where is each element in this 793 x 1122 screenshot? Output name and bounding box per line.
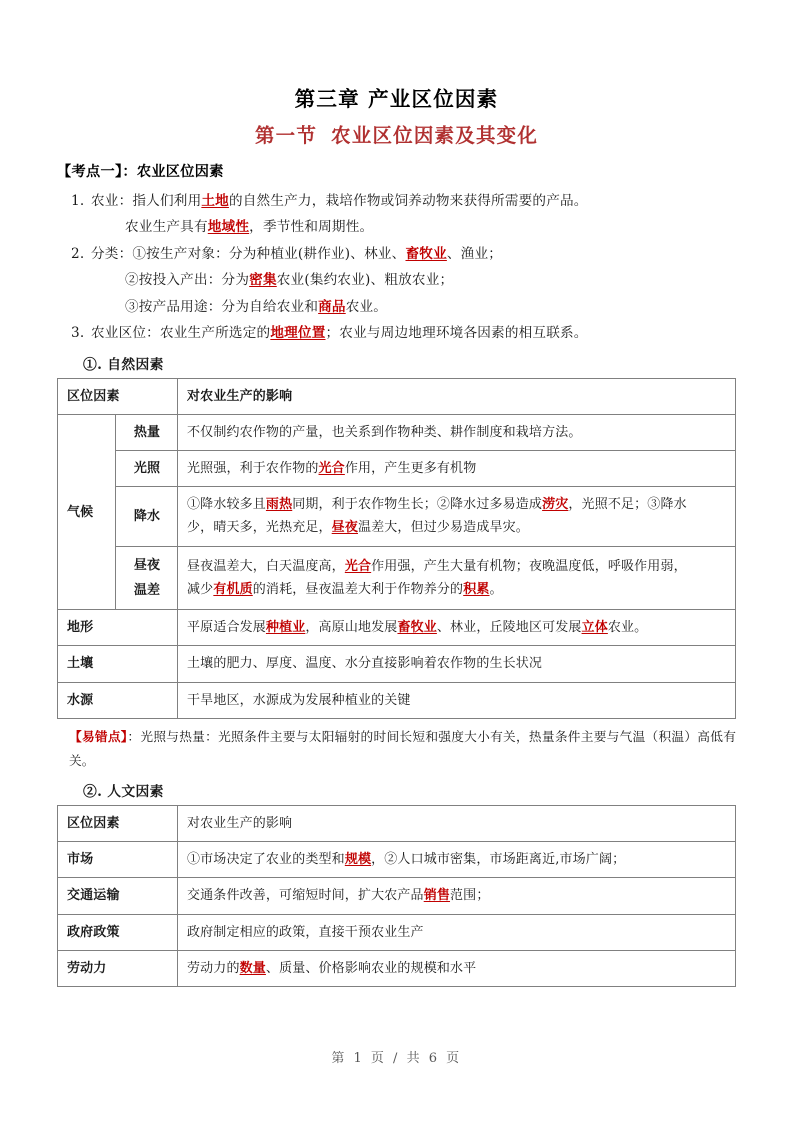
text-run: 光照强，利于农作物的 (187, 461, 319, 477)
point-index: 2. (71, 245, 85, 262)
row-value (178, 878, 736, 914)
point-subline (57, 294, 736, 321)
row-key: 土壤 (58, 646, 178, 682)
text-run: ，季节性和周期性。 (249, 219, 374, 236)
text-run: 交通条件改善，可缩短时间，扩大农产品 (187, 888, 424, 904)
text-run: 昼夜温差大，白天温度高， (187, 558, 345, 574)
table-row (58, 914, 736, 950)
row-subheader: 热量 (116, 415, 178, 451)
table-row (58, 878, 736, 914)
text-run: 土壤的肥力、厚度、温度、水分直接影响着农作物的生长状况 (187, 656, 543, 672)
value-line (187, 616, 727, 639)
table-row (58, 451, 736, 487)
natural-factors-table (57, 378, 736, 719)
text-run: 。 (489, 581, 503, 597)
text-run: 劳动力的 (187, 960, 240, 976)
numbered-point (57, 241, 736, 268)
row-value (178, 451, 736, 487)
column-header-influence: 对农业生产的影响 (178, 378, 736, 414)
point-lead: 农业： (91, 192, 133, 209)
row-key: 水源 (58, 682, 178, 718)
section-number: 第一节 (254, 123, 318, 147)
section-title (57, 123, 736, 149)
row-subheader: 降水 (116, 487, 178, 546)
value-line (187, 957, 727, 980)
table-row (58, 950, 736, 986)
text-run: 少，晴天多，光热充足， (187, 520, 332, 536)
text-run: 、林业，丘陵地区可发展 (436, 620, 582, 636)
row-value (178, 682, 736, 718)
point-index: 3. (71, 325, 85, 342)
highlighted-term: 销售 (423, 888, 451, 904)
kaodian-heading: 【考点一】：农业区位因素 (57, 163, 224, 180)
highlighted-term: 密集 (249, 272, 277, 289)
highlighted-term: 光合 (318, 461, 345, 477)
highlighted-term: 商品 (318, 298, 346, 315)
point-subline (57, 214, 736, 241)
highlighted-term: 规模 (344, 852, 372, 868)
row-group-climate: 气候 (58, 415, 116, 610)
text-run: 、质量、价格影响农业的规模和水平 (265, 960, 477, 976)
row-value (178, 646, 736, 682)
value-line (187, 493, 727, 516)
highlighted-term: 地理位置 (270, 325, 326, 342)
text-run: 政府制定相应的政策，直接干预农业生产 (187, 924, 424, 940)
table-row (58, 682, 736, 718)
text-run: ①市场决定了农业的类型和 (187, 852, 345, 868)
table-row (58, 415, 736, 451)
text-run: 减少 (187, 581, 214, 597)
column-header-influence: 对农业生产的影响 (178, 806, 736, 842)
value-line (187, 921, 727, 944)
highlighted-term: 数量 (239, 960, 266, 976)
numbered-points-list (57, 188, 736, 347)
text-run: 、渔业； (446, 245, 503, 262)
row-subheader (116, 546, 178, 610)
text-run: 农业。 (607, 620, 648, 636)
row-value (178, 610, 736, 646)
text-run: 的自然生产力，栽培作物或饲养动物来获得所需要的产品。 (228, 192, 588, 209)
numbered-point (57, 188, 736, 215)
natural-factors-label: ①. 自然因素 (83, 356, 164, 373)
row-subheader-line: 温差 (133, 582, 161, 598)
row-key: 交通运输 (58, 878, 178, 914)
text-run: 同期，利于农作物生长；②降水过多易造成 (292, 497, 543, 513)
table-row (58, 610, 736, 646)
value-line (187, 516, 727, 539)
text-run: 干旱地区，水源成为发展种植业的关键 (187, 692, 411, 708)
table-header-row (58, 806, 736, 842)
value-line (187, 421, 727, 444)
text-run: ，高原山地发展 (305, 620, 398, 636)
text-run: ，②人口城市密集，市场距离近,市场广阔； (371, 852, 626, 868)
highlighted-term: 畜牧业 (397, 620, 437, 636)
text-run: 不仅制约农作物的产量，也关系到作物种类、耕作制度和栽培方法。 (187, 425, 582, 441)
row-value (178, 914, 736, 950)
text-run: 作用，产生更多有机物 (344, 461, 477, 477)
value-line (187, 652, 727, 675)
highlighted-term: 立体 (581, 620, 608, 636)
value-line (187, 848, 727, 871)
value-line (187, 689, 727, 712)
highlighted-term: 积累 (463, 581, 490, 597)
chapter-title: 第三章 产业区位因素 (294, 87, 499, 111)
text-run: 作用强，产生大量有机物；夜晚温度低，呼吸作用弱， (371, 558, 687, 574)
page-footer: 第 1 页 / 共 6 页 (331, 1051, 462, 1066)
point-index: 1. (71, 192, 85, 209)
text-run: ；农业与周边地理环境各因素的相互联系。 (325, 325, 588, 342)
text-run: 农业(集约农业)、粗放农业； (276, 272, 454, 289)
human-factors-table (57, 805, 736, 987)
error-note-text: ：光照与热量：光照条件主要与太阳辐射的时间长短和强度大小有关，热量条件主要与气温（积温）高低有关。 (69, 728, 736, 769)
row-value (178, 415, 736, 451)
table-row (58, 487, 736, 546)
highlighted-term: 光合 (344, 558, 372, 574)
row-key: 地形 (58, 610, 178, 646)
row-subheader: 光照 (116, 451, 178, 487)
text-run: ①按生产对象：分为种植业(耕作业)、林业、 (132, 245, 406, 262)
text-run: 指人们利用 (132, 192, 202, 209)
row-value (178, 546, 736, 610)
text-run: 的消耗，昼夜温差大利于作物养分的 (252, 581, 464, 597)
text-run: ③按产品用途：分为自给农业和 (125, 298, 319, 315)
text-run: 范围； (450, 888, 490, 904)
section-title-text: 农业区位因素及其变化 (331, 123, 539, 147)
highlighted-term: 昼夜 (331, 520, 358, 536)
value-line (187, 884, 727, 907)
highlighted-term: 地域性 (207, 219, 250, 236)
point-lead: 分类： (91, 245, 133, 262)
text-run: 农业生产所选定的 (159, 325, 271, 342)
row-value (178, 950, 736, 986)
value-line (187, 578, 727, 601)
text-run: 农业。 (345, 298, 388, 315)
row-value (178, 487, 736, 546)
text-run: 平原适合发展 (187, 620, 266, 636)
error-note (57, 725, 736, 775)
highlighted-term: 土地 (201, 192, 229, 209)
highlighted-term: 有机质 (213, 581, 253, 597)
row-key: 政府政策 (58, 914, 178, 950)
column-header-factor: 区位因素 (58, 378, 178, 414)
table-row (58, 646, 736, 682)
highlighted-term: 雨热 (265, 497, 293, 513)
row-value (178, 842, 736, 878)
highlighted-term: 涝灾 (542, 497, 569, 513)
text-run: 温差大，但过少易造成旱灾。 (357, 520, 529, 536)
highlighted-term: 畜牧业 (405, 245, 447, 262)
human-factors-label: ②. 人文因素 (83, 784, 164, 801)
text-run: ①降水较多且 (187, 497, 266, 513)
point-subline (57, 267, 736, 294)
row-key: 市场 (58, 842, 178, 878)
column-header-factor: 区位因素 (58, 806, 178, 842)
table-header-row (58, 378, 736, 414)
row-key: 劳动力 (58, 950, 178, 986)
highlighted-term: 种植业 (265, 620, 306, 636)
text-run: ②按投入产出：分为 (125, 272, 250, 289)
value-line (187, 555, 727, 578)
value-line (187, 457, 727, 480)
table-row (58, 842, 736, 878)
table-row (58, 546, 736, 610)
row-subheader-line: 昼夜 (133, 557, 161, 573)
text-run: 农业生产具有 (125, 219, 208, 236)
numbered-point (57, 320, 736, 347)
point-lead: 农业区位： (91, 325, 160, 342)
text-run: ，光照不足；③降水 (568, 497, 687, 513)
error-note-tag: 【易错点】 (69, 728, 128, 744)
